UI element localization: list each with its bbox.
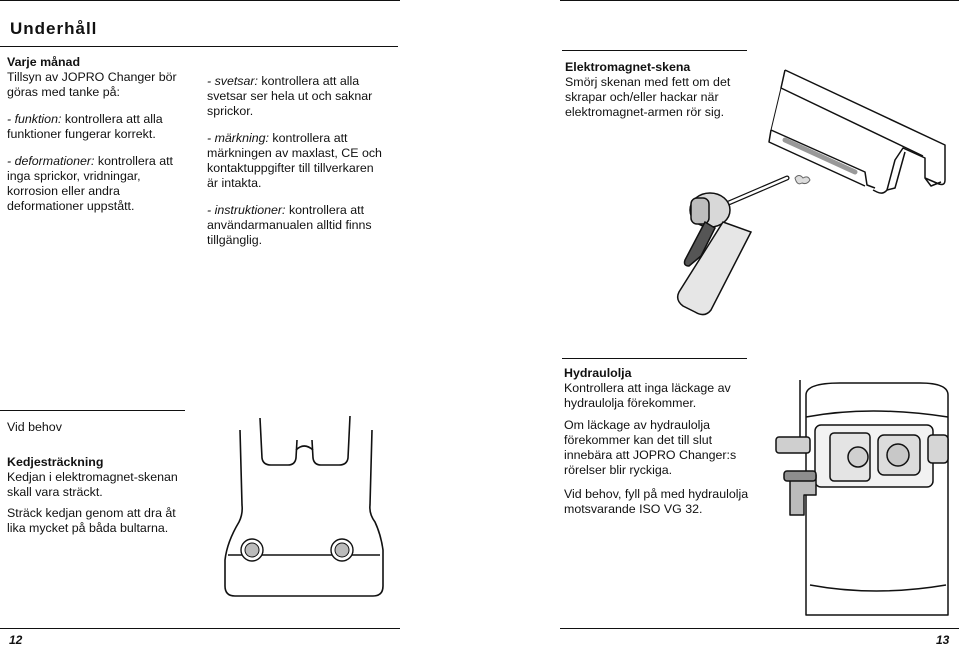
as-needed-section: [7, 420, 187, 536]
check-item-marking: [207, 131, 385, 191]
chain-tension-text-2: Sträck kedjan genom att dra åt lika mycket på båda bultarna.: [7, 506, 176, 535]
rail-rule: [562, 50, 747, 51]
monthly-item-function: [7, 112, 192, 142]
item-term: - instruktioner:: [207, 203, 286, 217]
chain-tension-text-1: Kedjan i elektromagnet-skenan skall vara sträckt.: [7, 470, 178, 499]
item-term: - deformationer:: [7, 154, 95, 168]
bottom-rule-right: [560, 628, 959, 629]
chain-rail-illustration: [215, 410, 390, 600]
item-term: - svetsar:: [207, 74, 258, 88]
item-term: - funktion:: [7, 112, 62, 126]
page-number-left: 12: [9, 633, 23, 647]
item-text: kontrollera att märkningen av maxlast, CE och kontaktuppgifter till tillverkaren är intakta.: [207, 131, 382, 190]
monthly-heading: Varje månad: [7, 55, 81, 69]
bottom-rule-left: [0, 628, 400, 629]
item-term: - märkning:: [207, 131, 269, 145]
item-text: kontrollera att alla svetsar ser hela ut och saknar sprickor.: [207, 74, 373, 118]
monthly-item-deformation: [7, 154, 192, 214]
check-item-welds: [207, 74, 385, 119]
monthly-column-2: [207, 74, 385, 248]
page-number-right: 13: [936, 633, 950, 647]
top-rule-right: [560, 0, 959, 1]
page-title: Underhåll: [10, 19, 98, 38]
check-item-instructions: [207, 203, 385, 248]
rail-text: Smörj skenan med fett om det skrapar och/eller hackar när elektromagnet-armen rör sig.: [565, 75, 731, 119]
hydraulics-heading: Hydraulolja: [564, 366, 632, 380]
hydraulics-section: [564, 366, 756, 517]
item-text: kontrollera att inga sprickor, vridningar, korrosion eller andra deformationer uppstått.: [7, 154, 173, 213]
hydraulics-text-3: Vid behov, fyll på med hydraulolja motsvarande ISO VG 32.: [564, 487, 749, 516]
as-needed-heading: Vid behov: [7, 420, 62, 434]
monthly-intro: Tillsyn av JOPRO Changer bör göras med tanke på:: [7, 70, 177, 99]
chain-tension-heading: Kedjesträckning: [7, 455, 104, 469]
grease-gun-rail-illustration: [655, 60, 955, 320]
hydraulics-rule: [562, 358, 747, 359]
rail-heading: Elektromagnet-skena: [565, 60, 691, 74]
hydraulics-text-2: Om läckage av hydraulolja förekommer kan det till slut innebära att JOPRO Changer:s rörelser blir ryckiga.: [564, 418, 737, 477]
hydraulics-text-1: Kontrollera att inga läckage av hydraulolja förekommer.: [564, 381, 731, 410]
monthly-column: [7, 55, 192, 214]
bolt-left-icon: [241, 539, 263, 561]
item-text: kontrollera att alla funktioner fungerar korrekt.: [7, 112, 163, 141]
hydraulic-unit-illustration: [770, 375, 955, 620]
item-text: kontrollera att användarmanualen alltid finns tillgänglig.: [207, 203, 372, 247]
title-rule: [0, 46, 398, 47]
as-needed-rule: [0, 410, 185, 411]
top-rule-left: [0, 0, 400, 1]
bolt-right-icon: [331, 539, 353, 561]
